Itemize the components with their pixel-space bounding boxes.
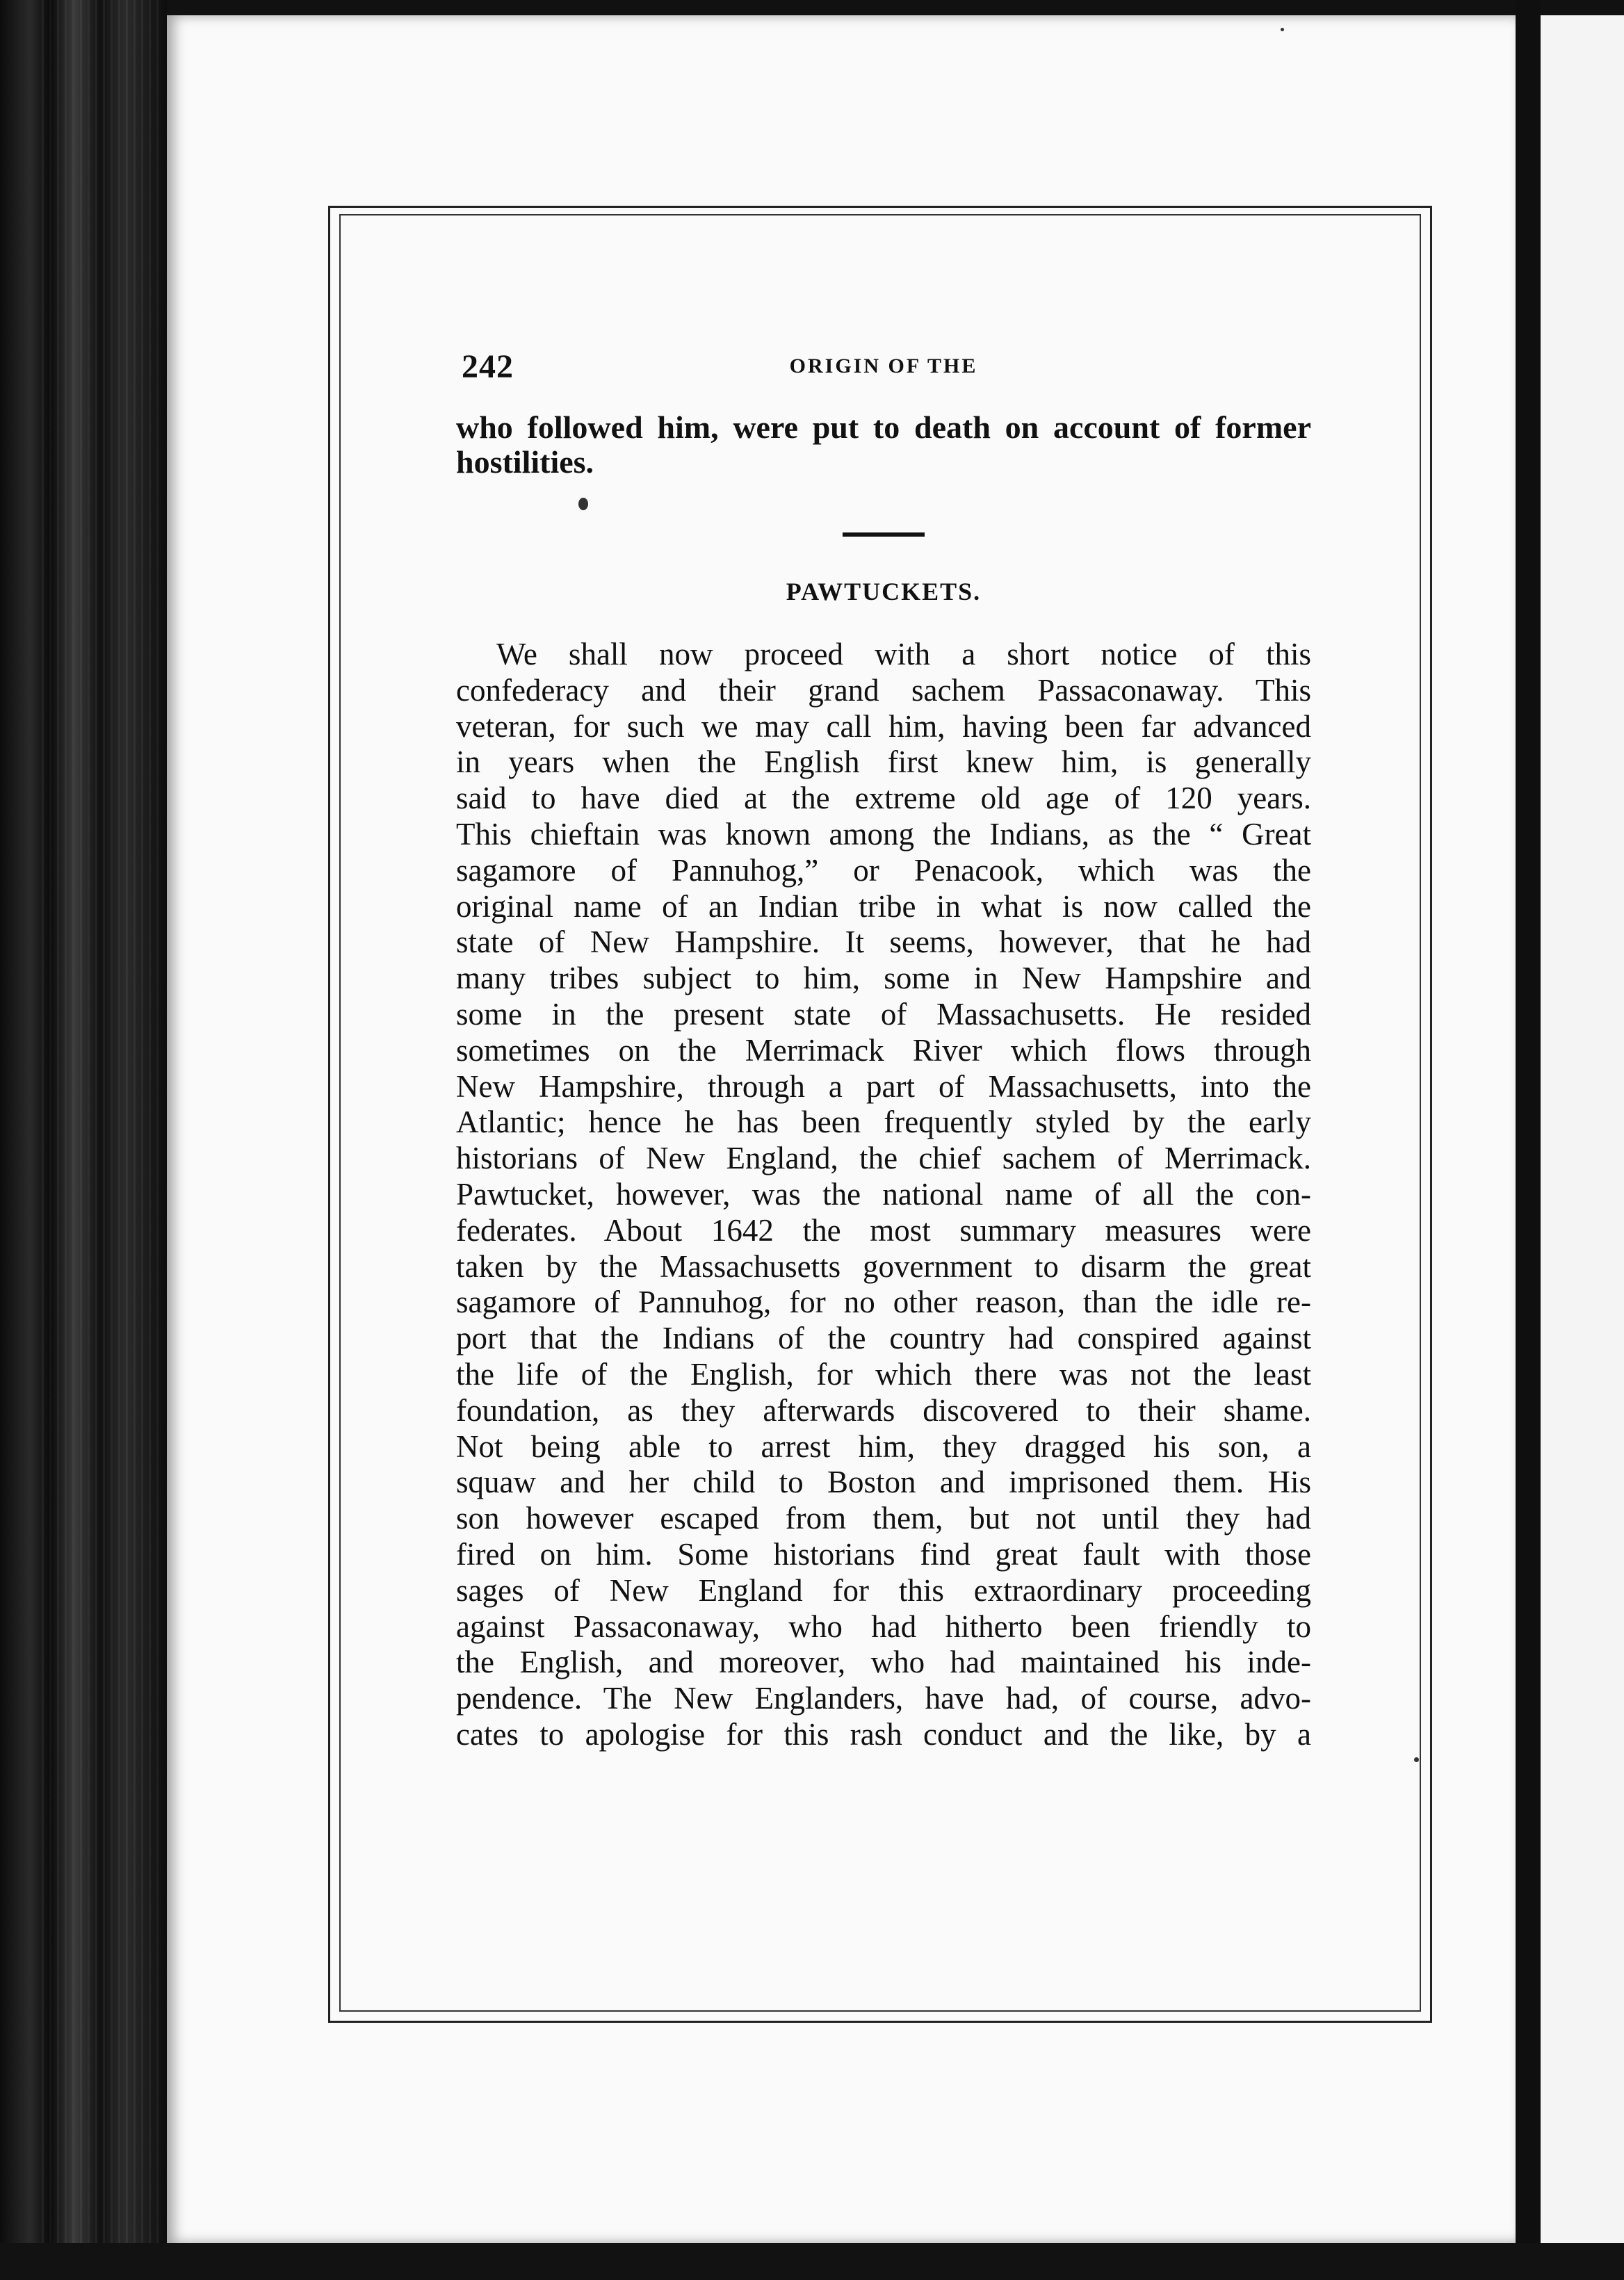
body-line: state of New Hampshire. It seems, however, that he had [456,925,1311,960]
running-head [456,342,1311,391]
body-line: many tribes subject to him, some in New Hampshire and [456,961,1311,996]
binding-texture [42,0,160,2280]
lead-paragraph: who followed him, were put to death on account of former hostilities. [456,409,1311,480]
body-line: said to have died at the extreme old age of 120 years. [456,781,1311,816]
body-line: port that the Indians of the country had conspired against [456,1321,1311,1356]
section-heading: PAWTUCKETS. [786,578,982,605]
body-line: veteran, for such we may call him, having been far advanced [456,708,1311,744]
body-line: the life of the English, for which there was not the least [456,1356,1311,1392]
body-line: cates to apologise for this rash conduct and the like, by a [456,1716,1311,1752]
body-line: sometimes on the Merrimack River which flows through [456,1032,1311,1068]
body-line: original name of an Indian tribe in what is now called the [456,888,1311,924]
page-number: 242 [462,348,514,385]
body-line: fired on him. Some historians find great fault with those [456,1536,1311,1572]
body-line: taken by the Massachusetts government to disarm the great [456,1248,1311,1284]
body-line: sagamore of Pannuhog,” or Penacook, which was the [456,852,1311,888]
body-line: squaw and her child to Boston and imprisoned them. His [456,1465,1311,1500]
ink-speck [1281,28,1284,31]
body-line: against Passaconaway, who had hitherto been friendly to [456,1609,1311,1644]
body-line: son however escaped from them, but not until they had [456,1501,1311,1536]
running-head-title: ORIGIN OF THE [789,355,978,377]
body-line: foundation, as they afterwards discovered to their shame. [456,1392,1311,1428]
body-line: confederacy and their grand sachem Passaconaway. This [456,672,1311,708]
body-line: This chieftain was known among the Indians, as the “ Great [456,816,1311,852]
body-line: New Hampshire, through a part of Massachusetts, into the [456,1068,1311,1104]
section-rule [843,532,925,537]
body-line: historians of New England, the chief sachem of Merrimack. [456,1141,1311,1176]
body-line: in years when the English first knew him, is generally [456,744,1311,780]
book-binding [0,0,167,2280]
body-line: sagamore of Pannuhog, for no other reason, than the idle re- [456,1285,1311,1320]
body-line: pendence. The New Englanders, have had, of course, advo- [456,1681,1311,1716]
body-line: We shall now proceed with a short notice of this [496,637,1311,671]
body-line: federates. About 1642 the most summary measures were [456,1212,1311,1248]
adjacent-page-sliver [1541,15,1624,2243]
body-line: the English, and moreover, who had maintained his inde- [456,1645,1311,1680]
body-line: some in the present state of Massachusetts. He resided [456,996,1311,1032]
body-paragraph [456,637,1311,1753]
body-line: sages of New England for this extraordinary proceeding [456,1572,1311,1608]
page-right-edge [1516,0,1541,2280]
body-line: Atlantic; hence he has been frequently styled by the early [456,1105,1311,1140]
ink-speck [1414,1757,1419,1762]
page-bottom-edge [0,2243,1624,2280]
page-content [456,342,1311,1753]
body-line: Pawtucket, however, was the national name of all the con- [456,1176,1311,1212]
body-line: Not being able to arrest him, they dragged his son, a [456,1428,1311,1464]
